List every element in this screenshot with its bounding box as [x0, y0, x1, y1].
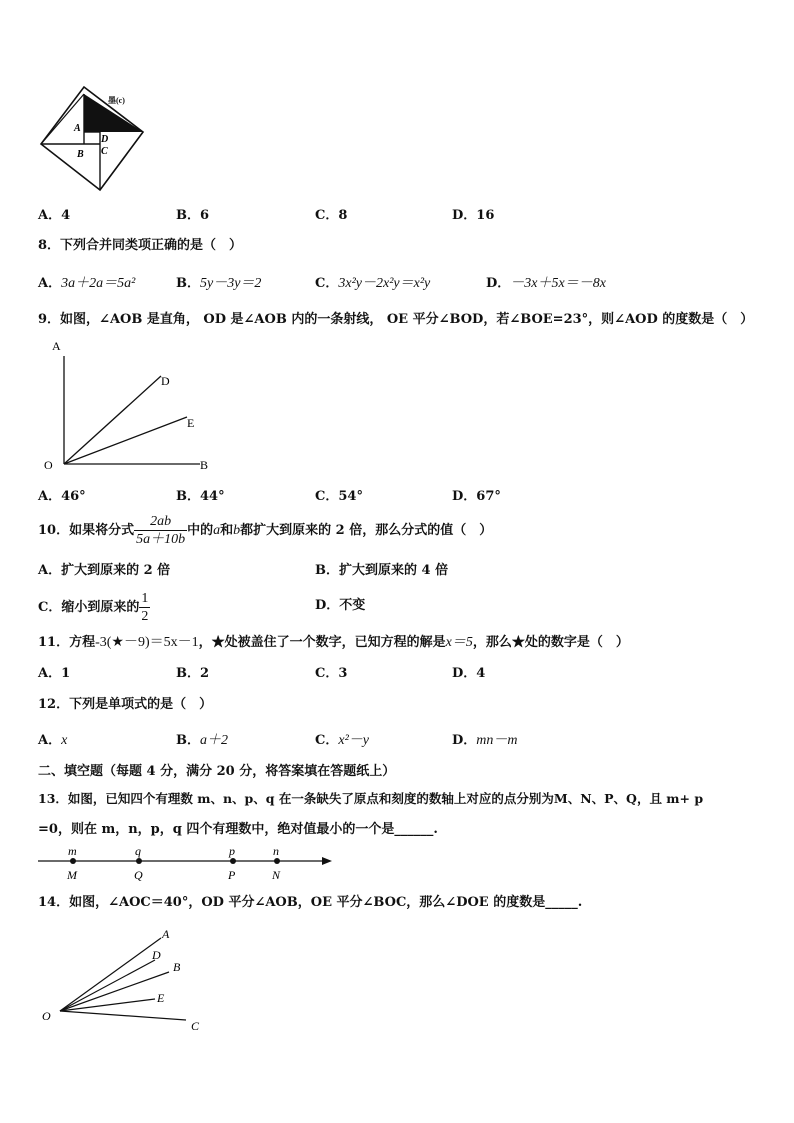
q10-option-c-den: 2: [141, 609, 149, 624]
q10-option-c-num: 1: [141, 591, 149, 606]
q8-option-a-letter: A．: [38, 276, 62, 291]
q10-fraction-den: 5a＋10b: [136, 532, 186, 547]
q8-option-c[interactable]: [315, 276, 430, 292]
q8-option-a-expr: 3a＋2a＝5a²: [61, 276, 136, 291]
q11-stem-pre: 11．方程: [38, 635, 96, 650]
q13-number-line: [36, 842, 336, 884]
q8-option-d-expr: －3x＋5x＝－8x: [510, 276, 606, 291]
q14-figure: [38, 922, 218, 1032]
q12-stem: 12．下列是单项式的是（ ）: [38, 697, 213, 712]
q11-stem-mid: ，★处被盖住了一个数字，已知方程的解是: [198, 635, 446, 650]
q12-option-b-expr: a＋2: [200, 733, 228, 748]
q8-stem: 8．下列合并同类项正确的是（ ）: [38, 238, 243, 253]
q7-option-d[interactable]: D．16: [452, 208, 495, 223]
q10-option-d[interactable]: D．不变: [315, 598, 366, 613]
q9-label-o: O: [44, 458, 53, 472]
q9-label-d: D: [161, 374, 170, 388]
q9-label-b: B: [200, 458, 209, 472]
q8-option-a[interactable]: [38, 276, 135, 292]
q9-ray-oe: [64, 417, 187, 464]
q7-option-c[interactable]: C．8: [315, 208, 348, 223]
q7-option-b[interactable]: B．6: [176, 208, 210, 223]
q11-stem-post: ，那么★处的数字是（ ）: [472, 635, 629, 650]
q12-option-d-letter: D．: [452, 733, 477, 748]
q13-point-q: [136, 858, 142, 864]
q9-stem: 9．如图，∠AOB 是直角， OD 是∠AOB 内的一条射线， OE 平分∠BOD，若∠BOE=23°，则∠AOD 的度数是（ ）: [38, 312, 754, 327]
q7-figure: [38, 86, 148, 192]
q12-option-c[interactable]: [315, 733, 369, 749]
q13-label-n: n: [273, 844, 279, 858]
q7-line: [41, 94, 84, 144]
q13-axis-arrow: [322, 857, 332, 865]
q10-option-a[interactable]: A．扩大到原来的 2 倍: [38, 563, 171, 578]
q10-option-c-text: C．缩小到原来的: [38, 600, 140, 615]
q14-ray-ob: [60, 972, 169, 1011]
q9-option-d[interactable]: D．67°: [452, 489, 501, 504]
q14-label-c: C: [191, 1019, 200, 1032]
q11-equation: -3(★－9)＝5x－1: [95, 635, 199, 650]
q13-label-N: N: [272, 868, 281, 882]
q12-option-d[interactable]: [452, 733, 518, 749]
q11-option-b[interactable]: B．2: [176, 666, 210, 681]
q10-stem-mid1: 中的: [187, 523, 214, 538]
q12-option-c-letter: C．: [315, 733, 339, 748]
q10-var-b: b: [233, 523, 241, 538]
q9-figure: [40, 338, 220, 473]
q10-option-c[interactable]: [38, 590, 150, 625]
q7-label-b: B: [77, 149, 84, 160]
q12-option-a-expr: x: [61, 733, 68, 748]
q10-stem-pre: 10．如果将分式: [38, 523, 135, 538]
q12-option-a[interactable]: [38, 733, 67, 749]
q11-option-c[interactable]: C．3: [315, 666, 348, 681]
q14-label-o: O: [42, 1009, 51, 1023]
q13-stem-line1: 13．如图，已知四个有理数 m、n、p、q 在一条缺失了原点和刻度的数轴上对应的点分别为M、N、P、Q，且 m+ p: [38, 791, 704, 806]
q11-option-d[interactable]: D．4: [452, 666, 486, 681]
q13-label-p: p: [229, 844, 235, 858]
q8-option-b[interactable]: [176, 276, 261, 292]
q8-option-d-letter: D．: [486, 276, 511, 291]
q12-option-b-letter: B．: [176, 733, 200, 748]
q14-label-d: D: [152, 948, 161, 962]
q8-option-b-letter: B．: [176, 276, 200, 291]
q8-option-c-expr: 3x²y－2x²y＝x²y: [338, 276, 431, 291]
q13-stem-line2: =0，则在 m，n，p，q 四个有理数中，绝对值最小的一个是______.: [38, 822, 438, 837]
q9-ray-od: [64, 376, 161, 464]
q13-point-p: [230, 858, 236, 864]
q13-label-m: m: [68, 844, 77, 858]
q10-option-b[interactable]: B．扩大到原来的 4 倍: [315, 563, 449, 578]
q14-label-a: A: [162, 927, 170, 941]
q9-label-e: E: [187, 416, 195, 430]
q12-option-b[interactable]: [176, 733, 228, 749]
q13-label-M: M: [67, 868, 77, 882]
q8-option-c-letter: C．: [315, 276, 339, 291]
q7-label-a: A: [74, 123, 81, 134]
q9-option-a[interactable]: A．46°: [38, 489, 86, 504]
q13-point-m: [70, 858, 76, 864]
q7-label-d: D: [101, 134, 109, 145]
q12-option-d-expr: mn－m: [476, 733, 518, 748]
q10-stem: [38, 513, 492, 548]
q12-option-c-expr: x²－y: [338, 733, 369, 748]
q10-stem-post: 都扩大到原来的 2 倍，那么分式的值（ ）: [240, 523, 493, 538]
q7-label-c: C: [101, 146, 108, 157]
q10-fraction: [134, 513, 187, 548]
q8-option-d[interactable]: [486, 276, 606, 292]
q9-option-c[interactable]: C．54°: [315, 489, 363, 504]
q9-label-a: A: [52, 339, 61, 353]
q13-point-n: [274, 858, 280, 864]
q14-ray-od: [60, 960, 155, 1011]
q11-option-a[interactable]: A．1: [38, 666, 71, 681]
q14-ray-oc: [60, 1011, 186, 1020]
q13-label-P: P: [228, 868, 236, 882]
q10-var-a: a: [213, 523, 221, 538]
q7-option-a[interactable]: A．4: [38, 208, 71, 223]
q10-stem-mid2: 和: [220, 523, 234, 538]
q14-stem: 14．如图，∠AOC＝40°，OD 平分∠AOB，OE 平分∠BOC，那么∠DOE 的度数是_____.: [38, 895, 583, 910]
q7-label-top: 墨(c): [108, 96, 125, 105]
q13-label-Q: Q: [134, 868, 143, 882]
section-heading-fill-in: 二、填空题（每题 4 分，满分 20 分，将答案填在答题纸上）: [38, 764, 396, 779]
q9-option-b[interactable]: B．44°: [176, 489, 225, 504]
q11-stem: [38, 635, 629, 651]
q14-label-e: E: [157, 991, 165, 1005]
q13-label-q: q: [135, 844, 141, 858]
q10-fraction-num: 2ab: [134, 513, 187, 531]
q8-option-b-expr: 5y－3y＝2: [200, 276, 262, 291]
q12-option-a-letter: A．: [38, 733, 62, 748]
q11-solution: x＝5: [445, 635, 473, 650]
q10-option-c-fraction: [139, 590, 150, 625]
q14-label-b: B: [173, 960, 181, 974]
